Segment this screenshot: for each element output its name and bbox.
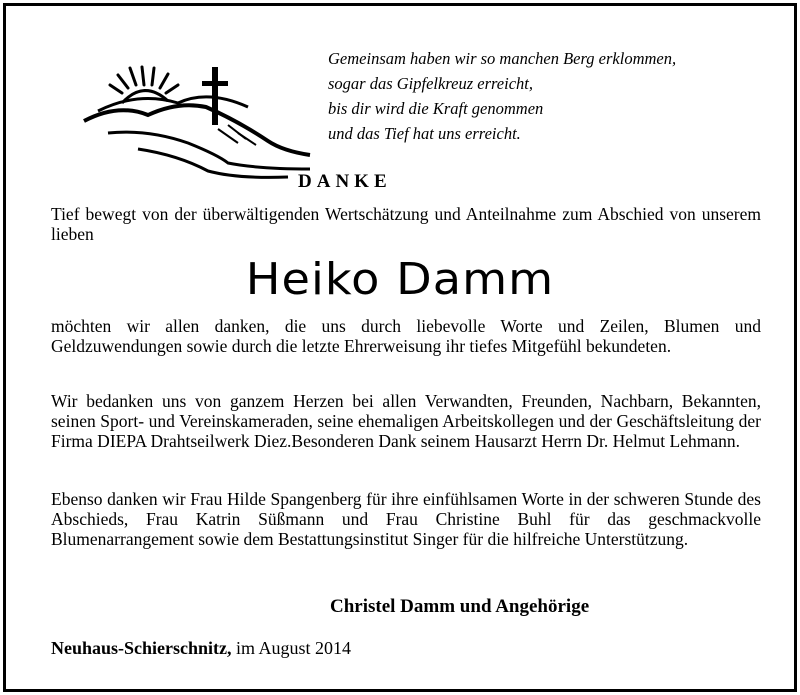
poem-line: sogar das Gipfelkreuz erreicht,	[328, 74, 534, 93]
intro-text: Tief bewegt von der überwältigenden Wertschätzung und Anteilnahme zum Abschied von unserem lieben	[51, 204, 761, 244]
place: Neuhaus-Schierschnitz,	[51, 638, 232, 658]
obituary-card	[3, 3, 797, 692]
paragraph: Wir bedanken uns von ganzem Herzen bei allen Verwandten, Freunden, Nachbarn, Bekannten, seinen Sport- und Vereinskameraden, seine ehemaligen Arbeitskollegen und der Geschäftsleitung der Firma DIEPA Drahtseilwerk Diez.Besonderen Dank seinem Hausarzt Herrn Dr. Helmut Lehmann.	[51, 391, 761, 451]
poem	[328, 46, 676, 146]
date: im August 2014	[236, 638, 352, 658]
poem-line: bis dir wird die Kraft genommen	[328, 99, 544, 118]
paragraph: Ebenso danken wir Frau Hilde Spangenberg für ihre einfühlsamen Worte in der schweren Stunde des Abschieds, Frau Katrin Süßmann und Frau Christine Buhl für das geschmackvolle Blumenarrangement sowie dem Bestattungsinstitut Singer für die hilfreiche Unterstützung.	[51, 489, 761, 549]
poem-line: und das Tief hat uns erreicht.	[328, 124, 521, 143]
poem-line: Gemeinsam haben wir so manchen Berg erklommen,	[328, 49, 677, 68]
heading: DANKE	[298, 171, 392, 192]
signature: Christel Damm und Angehörige	[330, 596, 590, 617]
mountain-cross-sunrise-icon	[78, 63, 318, 183]
place-date	[51, 638, 351, 659]
paragraph: möchten wir allen danken, die uns durch liebevolle Worte und Zeilen, Blumen und Geldzuwendungen sowie durch die letzte Ehrerweisung ihr tiefes Mitgefühl bekundeten.	[51, 316, 761, 356]
deceased-name: Heiko Damm	[245, 254, 555, 305]
